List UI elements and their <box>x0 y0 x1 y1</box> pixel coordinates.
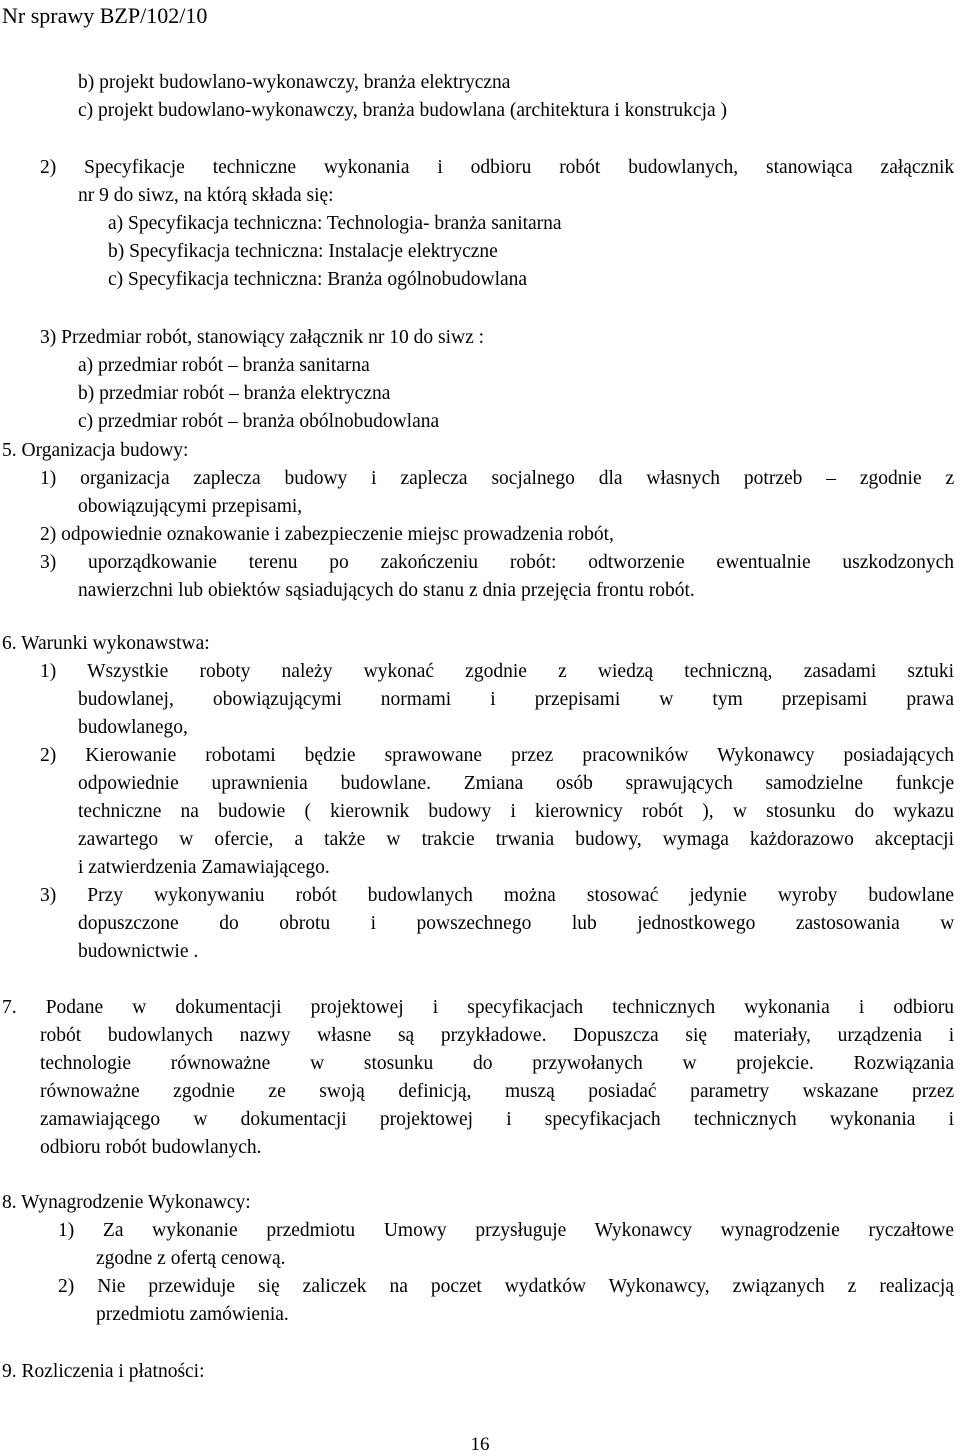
text-line: a) Specyfikacja techniczna: Technologia- branża sanitarna <box>108 213 562 234</box>
section-heading: 9. Rozliczenia i płatności: <box>2 1361 205 1382</box>
section-heading: 6. Warunki wykonawstwa: <box>2 633 210 654</box>
text-line: budowlanej, obowiązującymi normami i przepisami w tym przepisami prawa <box>78 689 954 710</box>
text-line: 2) odpowiednie oznakowanie i zabezpieczenie miejsc prowadzenia robót, <box>40 524 614 545</box>
text-line: techniczne na budowie ( kierownik budowy i kierownicy robót ), w stosunku do wykazu <box>78 801 954 822</box>
text-line: zgodne z ofertą cenową. <box>96 1248 286 1269</box>
text-line: 3) uporządkowanie terenu po zakończeniu robót: odtworzenie ewentualnie uszkodzonych <box>40 552 954 573</box>
section-heading: 8. Wynagrodzenie Wykonawcy: <box>2 1192 251 1213</box>
text-line: c) Specyfikacja techniczna: Branża ogólnobudowlana <box>108 269 528 290</box>
text-line: 3) Przedmiar robót, stanowiący załącznik nr 10 do siwz : <box>40 327 485 348</box>
text-line: 1) Wszystkie roboty należy wykonać zgodnie z wiedzą techniczną, zasadami sztuki <box>40 661 955 682</box>
text-line: technologie równoważne w stosunku do przywołanych w projekcie. Rozwiązania <box>40 1053 955 1074</box>
text-line: i zatwierdzenia Zamawiającego. <box>78 857 330 878</box>
text-line: przedmiotu zamówienia. <box>96 1304 289 1325</box>
text-line: c) przedmiar robót – branża obólnobudowlana <box>78 411 440 432</box>
text-line: b) przedmiar robót – branża elektryczna <box>78 383 391 404</box>
page-number: 16 <box>470 1434 490 1455</box>
text-line: nawierzchni lub obiektów sąsiadujących do stanu z dnia przejęcia frontu robót. <box>78 580 695 601</box>
text-line: dopuszczone do obrotu i powszechnego lub jednostkowego zastosowania w <box>78 913 955 934</box>
text-line: 2) Kierowanie robotami będzie sprawowane przez pracowników Wykonawcy posiadających <box>40 745 954 766</box>
text-line: budowlanego, <box>78 717 188 738</box>
text-line: 7. Podane w dokumentacji projektowej i specyfikacjach technicznych wykonania i odbioru <box>2 997 954 1018</box>
text-line: 2) Specyfikacje techniczne wykonania i odbioru robót budowlanych, stanowiąca załącznik <box>40 157 955 178</box>
text-line: robót budowlanych nazwy własne są przykładowe. Dopuszcza się materiały, urządzenia i <box>40 1025 955 1046</box>
text-line: 1) Za wykonanie przedmiotu Umowy przysługuje Wykonawcy wynagrodzenie ryczałtowe <box>58 1220 954 1241</box>
text-line: 3) Przy wykonywaniu robót budowlanych można stosować jedynie wyroby budowlane <box>40 885 954 906</box>
text-line: b) Specyfikacja techniczna: Instalacje elektryczne <box>108 241 498 262</box>
text-line: równoważne zgodnie ze swoją definicją, muszą posiadać parametry wskazane przez <box>40 1081 955 1102</box>
section-heading: 5. Organizacja budowy: <box>2 440 189 461</box>
case-number-header: Nr sprawy BZP/102/10 <box>2 3 208 28</box>
text-line: a) przedmiar robót – branża sanitarna <box>78 355 370 376</box>
text-line: budownictwie . <box>78 941 199 962</box>
text-line: zawartego w ofercie, a także w trakcie trwania budowy, wymaga każdorazowo akceptacji <box>78 829 954 850</box>
text-line: nr 9 do siwz, na którą składa się: <box>78 185 334 206</box>
text-line: 1) organizacja zaplecza budowy i zaplecza socjalnego dla własnych potrzeb – zgodnie z <box>40 468 955 489</box>
text-line: obowiązującymi przepisami, <box>78 496 303 517</box>
text-line: b) projekt budowlano-wykonawczy, branża elektryczna <box>78 72 511 93</box>
text-line: 2) Nie przewiduje się zaliczek na poczet wydatków Wykonawcy, związanych z realizacją <box>58 1276 954 1297</box>
text-line: c) projekt budowlano-wykonawczy, branża budowlana (architektura i konstrukcja ) <box>78 100 728 121</box>
text-line: odpowiednie uprawnienia budowlane. Zmiana osób sprawujących samodzielne funkcje <box>78 773 955 794</box>
text-line: odbioru robót budowlanych. <box>40 1137 262 1158</box>
text-line: zamawiającego w dokumentacji projektowej i specyfikacjach technicznych wykonania i <box>40 1109 954 1130</box>
